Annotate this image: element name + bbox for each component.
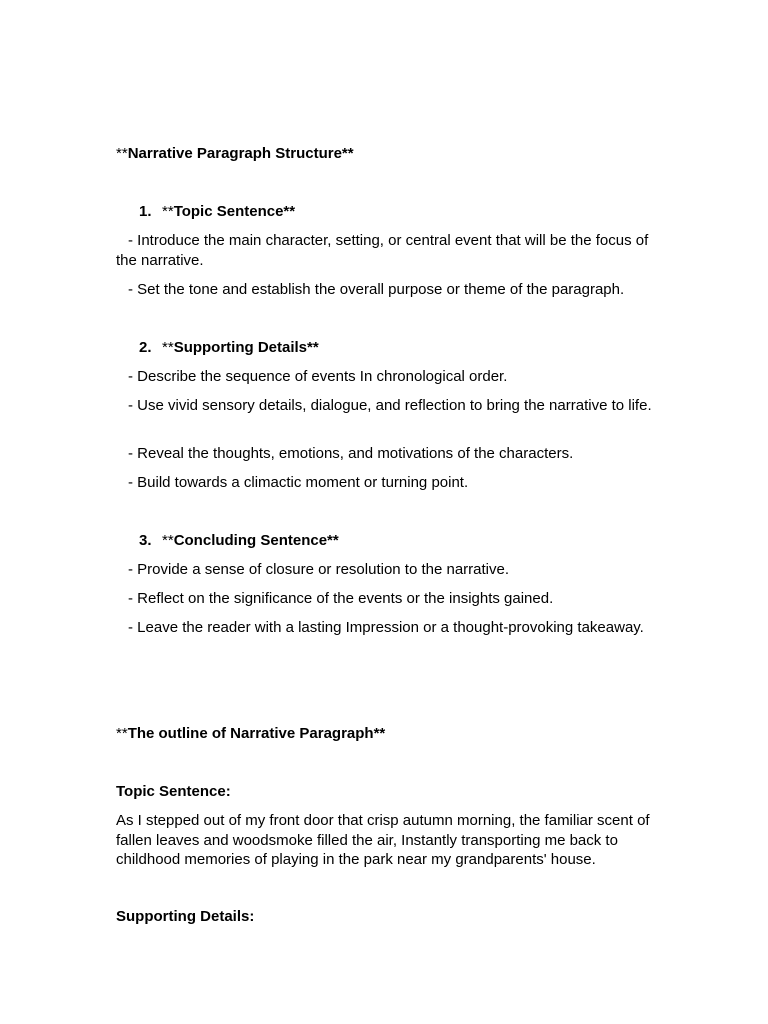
section-number: 3. <box>139 532 152 549</box>
topic-sentence-label: Topic Sentence: <box>116 783 231 800</box>
outline-heading-prefix: ** <box>116 725 128 742</box>
section-number: 1. <box>139 203 152 220</box>
bullet-item: - Reflect on the significance of the events or the insights gained. <box>128 590 554 607</box>
bullet-item: - Provide a sense of closure or resolution to the narrative. <box>128 561 510 578</box>
bullet-item: - Reveal the thoughts, emotions, and motivations of the characters. <box>128 445 574 462</box>
bullet-item: - Describe the sequence of events In chronological order. <box>128 368 508 385</box>
structure-heading <box>116 144 354 164</box>
bullet-item: - Set the tone and establish the overall purpose or theme of the paragraph. <box>128 281 625 298</box>
outline-heading-title: The outline of Narrative Paragraph** <box>127 725 386 742</box>
outline-heading <box>116 724 385 744</box>
section-number: 2. <box>139 339 152 356</box>
structure-heading-title: Narrative Paragraph Structure** <box>127 145 354 162</box>
bullet-item: - Use vivid sensory details, dialogue, and reflection to bring the narrative to life. <box>128 397 652 414</box>
section-title: Supporting Details** <box>173 339 319 356</box>
document-page <box>116 0 656 1024</box>
bullet-item: - Introduce the main character, setting, or central event that will be the focus of the narrative. <box>116 232 649 269</box>
section-title: Concluding Sentence** <box>173 532 339 549</box>
supporting-details-label: Supporting Details: <box>116 908 255 925</box>
section-prefix: ** <box>162 339 174 356</box>
bullet-item: - Leave the reader with a lasting Impression or a thought-provoking takeaway. <box>128 619 644 636</box>
bullet-item: - Build towards a climactic moment or turning point. <box>128 474 469 491</box>
topic-sentence-text: As I stepped out of my front door that crisp autumn morning, the familiar scent of fallen leaves and woodsmoke filled the air, Instantly transporting me back to childhood memories of playing in the park near my grandparents' house. <box>116 812 650 868</box>
section-prefix: ** <box>162 203 174 220</box>
section-prefix: ** <box>162 532 174 549</box>
section-title: Topic Sentence** <box>173 203 296 220</box>
structure-heading-prefix: ** <box>116 145 128 162</box>
